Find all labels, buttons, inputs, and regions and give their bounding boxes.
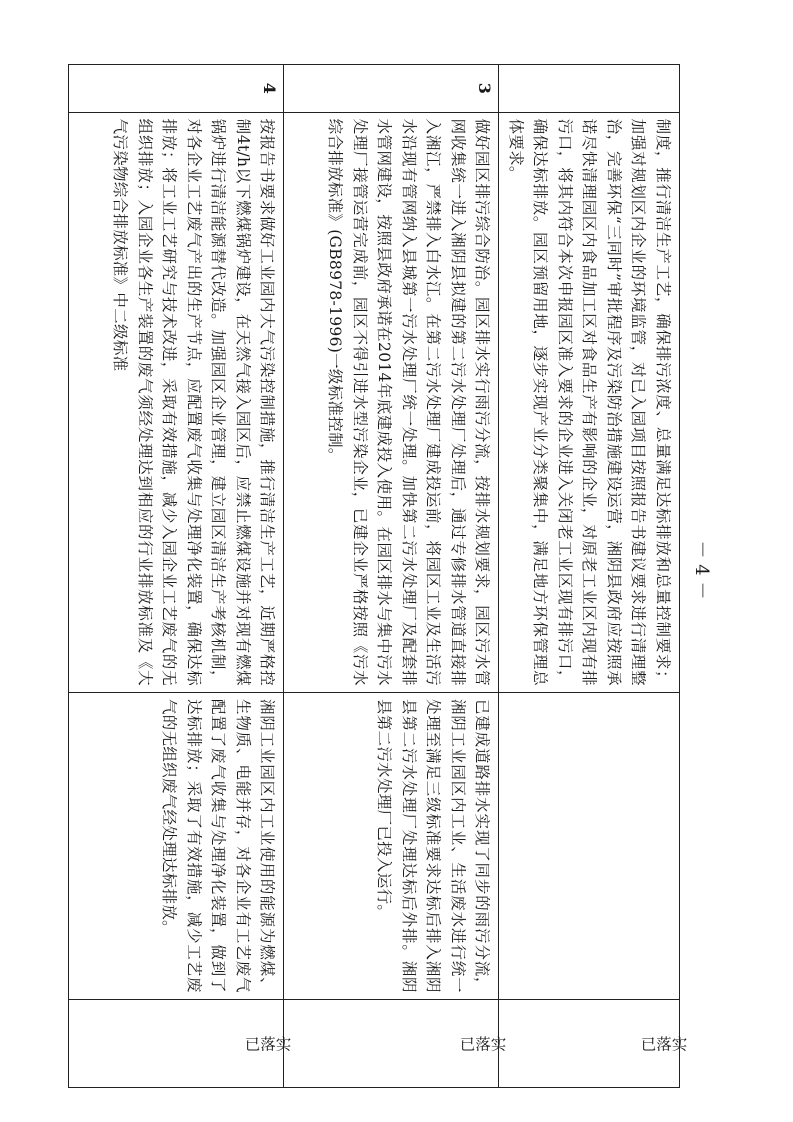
page-number: － 4 － xyxy=(691,540,712,600)
requirement-text: 做好园区排污综合防治。园区排水实行雨污分流，按排水规划要求，园区污水管网收集统一进入湘阴县拟建的第二污水处理厂处理后，通过专修排水管道直接排入湘江，严禁排入白水江。在第二污水处理厂建成投运前，将园区工业及生活污水沿现有管网纳入县城第一污水处理厂统一处理。加快第二污水处理厂及配套排水管网建设，按照县政府承诺在2014年底建成投入使用。在园区排水与集中污水处理厂接管运营完成前，园区不得引进水型污染企业，已建企业严格按照《污水综合排放标准》(GB8978-1996)一级标准控制。 xyxy=(284,112,499,692)
measures-table xyxy=(69,64,688,1088)
achievement-text: 已建成道路排水实现了同步的雨污分流，湘阴工业园区内工业、生活废水进行统一处理至满足三级标准要求达标后排入湘阴县第二污水处理厂处理达标后外排。湘阴县第二污水处理厂已投入运行。 xyxy=(284,692,499,999)
achievement-text: 湘阴工业园区内工业使用的能源为燃煤、生物质、电能并存，对各企业有工艺废气配置了废气收集与处理净化装置，做到了达标排放；采取了有效措施，减少工艺废气的无组织废气经处理达标排放。 xyxy=(69,692,284,999)
status-text: 已落实 xyxy=(245,1035,292,1054)
row-number: 4 xyxy=(69,65,284,113)
status-cell xyxy=(499,999,688,1087)
table-row xyxy=(69,65,284,1088)
status-text: 已落实 xyxy=(640,1035,688,1054)
status-cell xyxy=(69,999,292,1087)
requirement-text: 按报告书要求做好工业园内大气污染控制措施，推行清洁生产工艺，近期严格控制4t/h以下燃煤锅炉建设，在天然气接入园区后，应禁止燃煤设施并对现有燃煤锅炉进行清洁能源替代改造。加强园区企业管理，建立园区清洁生产考核机制，对各企业工艺废气产出的生产节点，应配置废气收集与处理净化装置，确保达标排放；将工业工艺研究与技术改进，采取有效措施，减少入园企业工艺废气的无组织排放；入园企业各生产装置的废气须经处理达到相应的行业排放标准及《大气污染物综合排放标准》中二级标准 xyxy=(69,112,284,692)
status-cell xyxy=(284,999,507,1087)
status-text: 已落实 xyxy=(460,1035,507,1054)
table-row xyxy=(499,65,680,1088)
table-row xyxy=(284,65,499,1088)
row-number: 3 xyxy=(284,65,499,113)
row-number xyxy=(499,65,680,113)
rotated-page xyxy=(80,64,688,1088)
requirement-text: 制度，推行清洁生产工艺，确保排污浓度、总量满足达标排放和总量控制要求；加强对规划区内企业的环境监管，对已入园项目按照报告书建议要求进行清理整治，完善环保“三同时”审批程序及污染防治措施建设运营，湘阴县政府应按照承诺尽快清理园区内食品加工区对食品生产有影响的企业，对原老工业区内现有排污口，将其内符合本次申报园区准入要求的企业进入关闭老工业区现有排污口，确保达标排放。园区预留用地，逐步实现产业分类聚集中，满足地方环保管理总体要求。 xyxy=(499,112,680,692)
achievement-text xyxy=(499,692,680,999)
